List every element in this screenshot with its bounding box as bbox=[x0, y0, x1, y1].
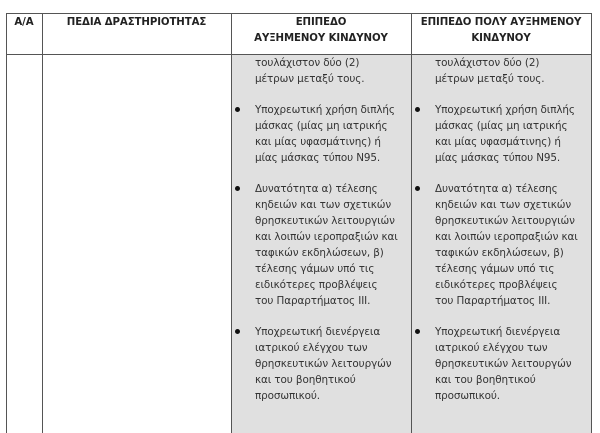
header-line: ΑΥΞΗΜΕΝΟΥ ΚΙΝΔΥΝΟΥ bbox=[254, 33, 388, 44]
text-line: ιατρικού ελέγχου των bbox=[255, 342, 368, 354]
text-line: θρησκευτικών λειτουργών bbox=[435, 358, 572, 370]
text-line: τέλεσης γάμων υπό τις bbox=[435, 263, 555, 275]
text-line: και λοιπών ιεροπραξιών και bbox=[435, 231, 578, 243]
text-line: θρησκευτικών λειτουργών bbox=[255, 358, 392, 370]
text-line: ειδικότερες προβλέψεις bbox=[255, 279, 378, 291]
bullet-icon bbox=[235, 329, 240, 334]
text-line: μάσκας (μίας μη ιατρικής bbox=[255, 120, 388, 132]
column-divider bbox=[231, 13, 232, 433]
text-line: Υποχρεωτική διενέργεια bbox=[255, 326, 381, 338]
text-line: μίας μάσκας τύπου Ν95. bbox=[435, 152, 561, 164]
column-divider bbox=[42, 13, 43, 433]
header-line: ΚΙΝΔΥΝΟΥ bbox=[471, 33, 531, 44]
bullet-icon bbox=[415, 329, 420, 334]
table-border-left bbox=[6, 13, 7, 433]
text-line: προσωπικού. bbox=[255, 390, 320, 402]
text-line: τουλάχιστον δύο (2) bbox=[255, 57, 360, 69]
bullet-item bbox=[231, 324, 411, 404]
text-line: τουλάχιστον δύο (2) bbox=[435, 57, 540, 69]
header-line: ΕΠΙΠΕΔΟ bbox=[295, 17, 347, 28]
text-line: προσωπικού. bbox=[435, 390, 500, 402]
header-very-increased bbox=[411, 13, 591, 56]
text-line: ταφικών εκδηλώσεων, β) bbox=[255, 247, 384, 259]
text-line: μάσκας (μίας μη ιατρικής bbox=[435, 120, 568, 132]
text-line: του Παραρτήματος ΙΙΙ. bbox=[255, 295, 371, 307]
text-line: ιατρικού ελέγχου των bbox=[435, 342, 548, 354]
header-fields bbox=[42, 13, 231, 56]
text-line: Υποχρεωτική διενέργεια bbox=[435, 326, 561, 338]
bullet-icon bbox=[235, 107, 240, 112]
text-line: και του βοηθητικού bbox=[435, 374, 536, 386]
text-line: θρησκευτικών λειτουργιών bbox=[255, 215, 395, 227]
header-fields-text: ΠΕΔΙΑ ΔΡΑΣΤΗΡΙΟΤΗΤΑΣ bbox=[66, 17, 207, 28]
cell-very-increased bbox=[411, 55, 591, 404]
bullet-item bbox=[411, 324, 591, 404]
continuation-text bbox=[411, 55, 591, 87]
header-aa bbox=[6, 13, 42, 56]
column-divider bbox=[411, 13, 412, 433]
text-line: Δυνατότητα α) τέλεσης bbox=[435, 183, 558, 195]
bullet-icon bbox=[415, 107, 420, 112]
text-line: και μίας υφασμάτινης) ή bbox=[435, 136, 561, 148]
text-line: Υποχρεωτική χρήση διπλής bbox=[255, 104, 395, 116]
cell-increased bbox=[231, 55, 411, 404]
text-line: τέλεσης γάμων υπό τις bbox=[255, 263, 375, 275]
text-line: κηδειών και των σχετικών bbox=[435, 199, 572, 211]
text-line: του Παραρτήματος ΙΙΙ. bbox=[435, 295, 551, 307]
text-line: και του βοηθητικού bbox=[255, 374, 356, 386]
text-line: μέτρων μεταξύ τους. bbox=[435, 73, 545, 85]
bullet-item bbox=[411, 181, 591, 309]
text-line: Δυνατότητα α) τέλεσης bbox=[255, 183, 378, 195]
text-line: Υποχρεωτική χρήση διπλής bbox=[435, 104, 575, 116]
table-border-right bbox=[591, 13, 592, 433]
bullet-item bbox=[231, 102, 411, 166]
continuation-text bbox=[231, 55, 411, 87]
text-line: ειδικότερες προβλέψεις bbox=[435, 279, 558, 291]
bullet-icon bbox=[415, 186, 420, 191]
text-line: κηδειών και των σχετικών bbox=[255, 199, 392, 211]
header-aa-text: Α/Α bbox=[14, 17, 34, 28]
header-line: ΕΠΙΠΕΔΟ ΠΟΛΥ ΑΥΞΗΜΕΝΟΥ bbox=[420, 17, 582, 28]
text-line: μίας μάσκας τύπου Ν95. bbox=[255, 152, 381, 164]
bullet-item bbox=[411, 102, 591, 166]
text-line: και μίας υφασμάτινης) ή bbox=[255, 136, 381, 148]
header-divider bbox=[6, 54, 591, 55]
text-line: μέτρων μεταξύ τους. bbox=[255, 73, 365, 85]
text-line: ταφικών εκδηλώσεων, β) bbox=[435, 247, 564, 259]
bullet-item bbox=[231, 181, 411, 309]
header-increased bbox=[231, 13, 411, 56]
text-line: θρησκευτικών λειτουργιών bbox=[435, 215, 575, 227]
text-line: και λοιπών ιεροπραξιών και bbox=[255, 231, 398, 243]
bullet-icon bbox=[235, 186, 240, 191]
table-border-top bbox=[6, 13, 591, 14]
measures-table bbox=[6, 13, 591, 433]
